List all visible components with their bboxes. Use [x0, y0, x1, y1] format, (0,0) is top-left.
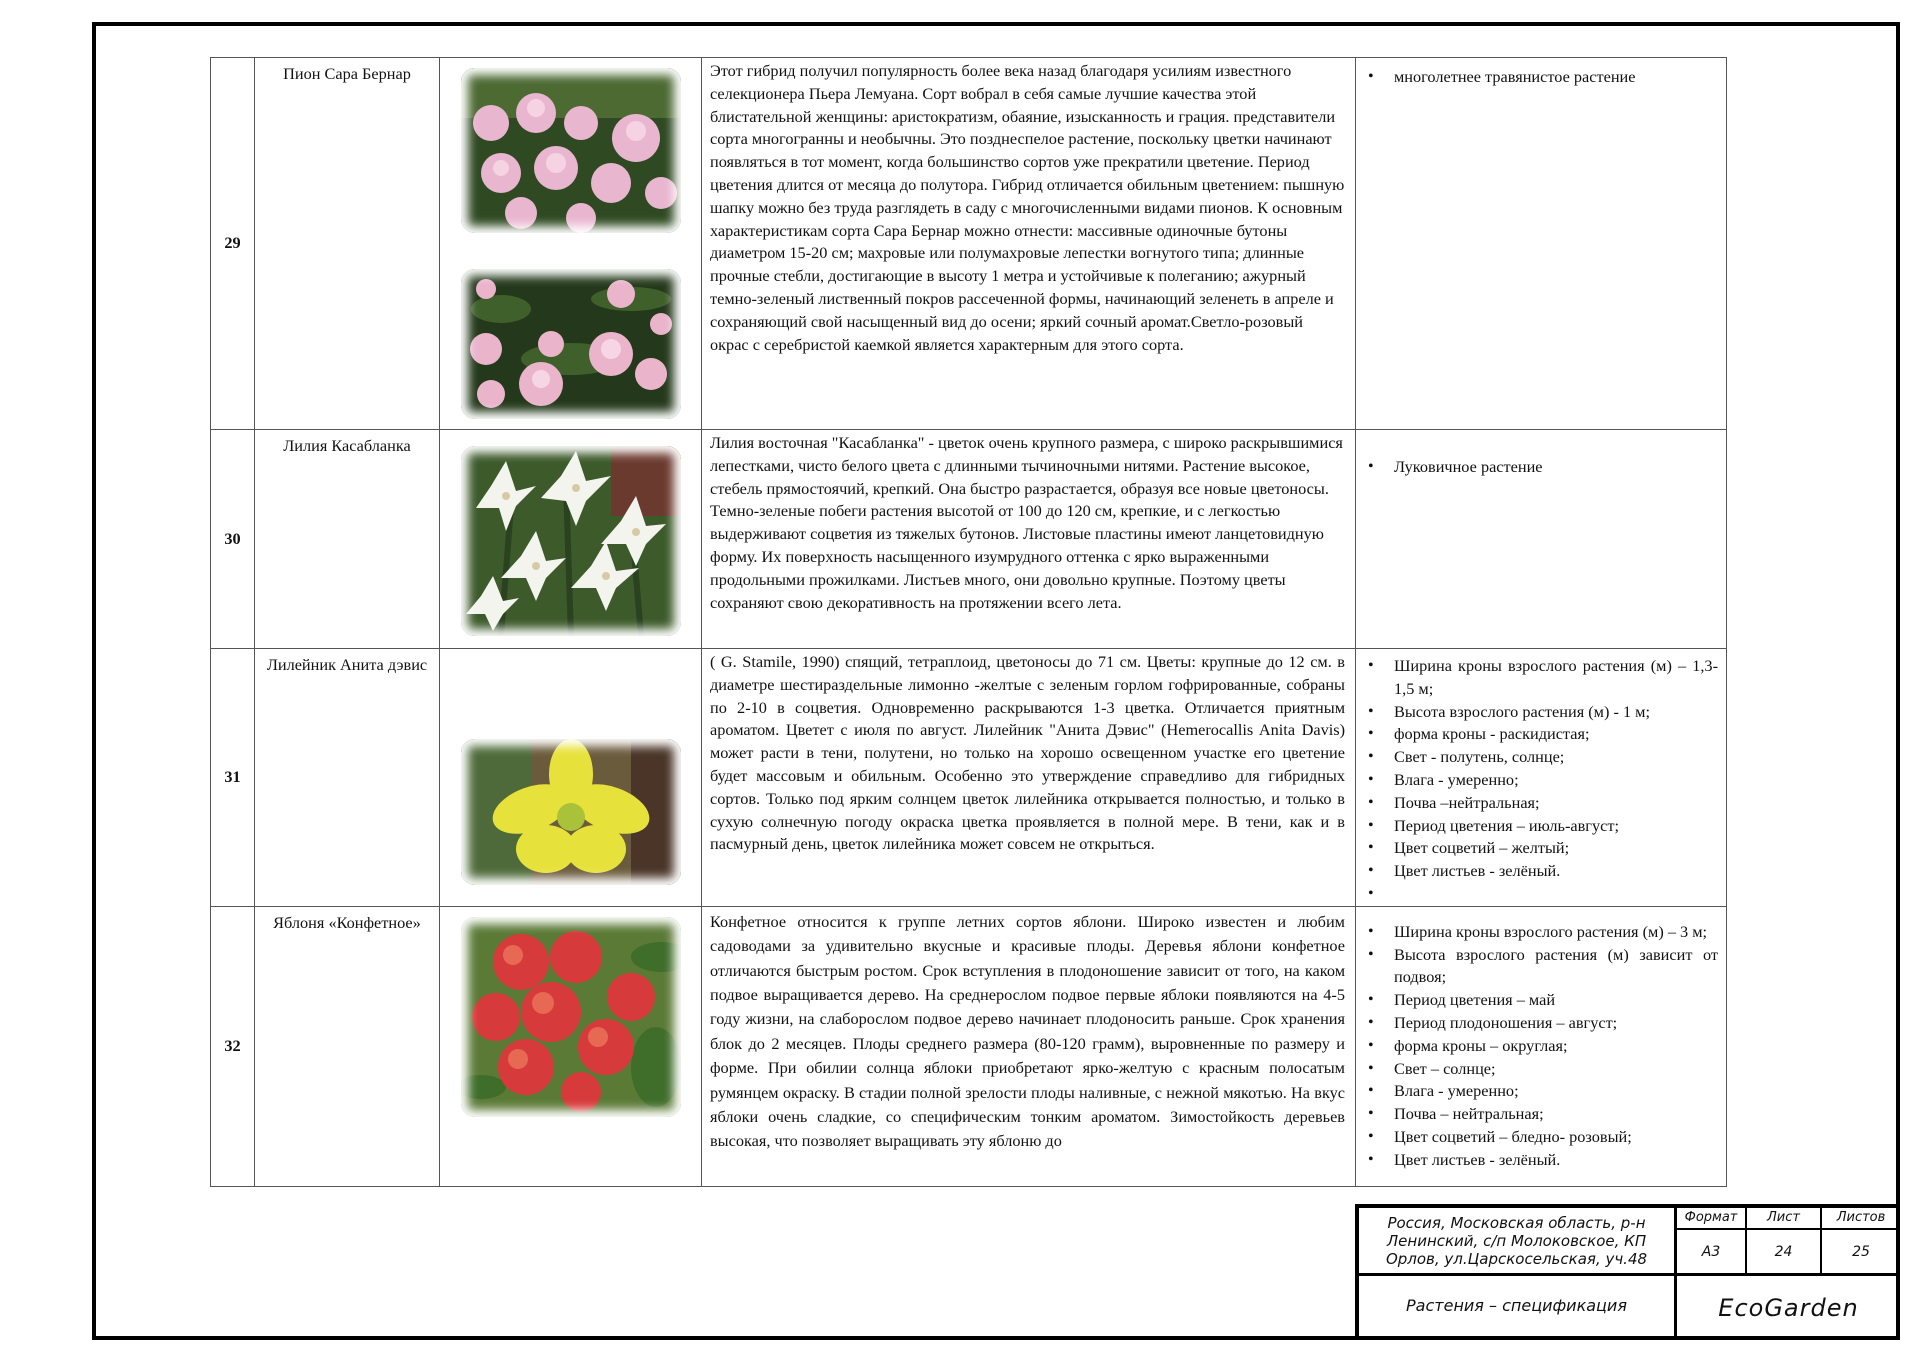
plant-description: Конфетное относится к группе летних сортов яблони. Широко известен и любим садоводами за удивительно вкусные и красивые плоды. Деревья яблони конфетное отличаются быстрым ростом. Срок вступления в плодоношение зависит от того, на каком подвое выращивается дерево. На среднерослом подвое первые яблоки появляются на 4-5 году жизни, на слаборослом подвое дерево начинает плодоносить раньше. Срок хранения блок до 2 месяцев. Плоды среднего размера (80-120 грамм), выровненные по размеру и форме. При обилии солнца яблоки приобретают ярко-желтую с красным полосатым румянцем окраску. В стадии полной зрелости плоды наливные, с нежной мякотью. На вкус яблоки очень сладкие, со специфическим тонким ароматом. Зимостойкость деревьев высокая, что позволяет выращивать эту яблоню до	[702, 906, 1356, 1186]
plant-name: Пион Сара Бернар	[255, 58, 440, 430]
plant-description: Этот гибрид получил популярность более века назад благодаря усилиям известного селекционера Пьера Лемуана. Сорт вобрал в себя самые лучшие качества этой блистательной женщины: аристократизм, обаяние, изысканность и грация. представители сорта многогранны и необычны. Это позднеспелое растение, поскольку цветки начинают появляться в тот момент, когда большинство сортов уже прекратили цветение. Период цветения длится от месяца до полутора. Гибрид отличается обильным цветением: пышную шапку можно без труда разглядеть в саду с многочисленными видами пионов. К основным характеристикам сорта Сара Бернар можно отнести: массивные одиночные бутоны диаметром 15-20 см; махровые или полумахровые лепестки вогнутого типа; длинные прочные стебли, достигающие в высоту 1 метра и устойчивые к полеганию; ажурный темно-зеленый лиственный покров рассеченной формы, начинающий зеленеть в апреле и сохраняющий свой насыщенный вид до осени; яркий сочный аромат.Светло-розовый окрас с серебристой каемкой является характерным для этого сорта.	[702, 58, 1356, 430]
property-item: • Высота взрослого растения (м) зависит от подвоя;	[1394, 944, 1718, 990]
property-item: • Цвет соцветий – бледно- розовый;	[1394, 1126, 1718, 1149]
plant-name: Лилейник Анита дэвис	[255, 649, 440, 907]
plant-photo-cell	[440, 649, 702, 907]
property-item: • форма кроны - раскидистая;	[1394, 723, 1718, 746]
plant-properties	[1356, 649, 1727, 907]
property-item: • Высота взрослого растения (м) - 1 м;	[1394, 701, 1718, 724]
property-item: • Период цветения – июль-август;	[1394, 815, 1718, 838]
property-item: • форма кроны – округлая;	[1394, 1035, 1718, 1058]
property-item: • Цвет листьев - зелёный.	[1394, 1149, 1718, 1172]
brand-logo-text: EcoGarden	[1718, 1294, 1859, 1322]
row-number: 29	[211, 58, 255, 430]
row-number: 31	[211, 649, 255, 907]
property-item: • Почва – нейтральная;	[1394, 1103, 1718, 1126]
plant-photo-cell	[440, 430, 702, 649]
property-item: • Цвет листьев - зелёный.	[1394, 860, 1718, 883]
plant-photo-cell	[440, 906, 702, 1186]
sheet-label: Лист	[1747, 1208, 1822, 1230]
peony-photo-2	[461, 269, 681, 419]
sheet-title: Растения – спецификация	[1359, 1276, 1677, 1340]
plant-photo-cell	[440, 58, 702, 430]
property-item: • Луковичное растение	[1394, 456, 1718, 479]
row-number: 30	[211, 430, 255, 649]
site-address: Россия, Московская область, р-н Ленинский, с/п Молоковское, КП Орлов, ул.Царскосельская, уч.48	[1359, 1208, 1677, 1276]
sheets-value: 25	[1822, 1230, 1900, 1276]
property-item: • многолетнее травянистое растение	[1394, 66, 1718, 89]
table-row	[211, 430, 1727, 649]
title-block	[1355, 1204, 1900, 1340]
plant-properties	[1356, 430, 1727, 649]
apple-photo	[461, 917, 681, 1117]
property-item: • Свет – солнце;	[1394, 1058, 1718, 1081]
plant-properties	[1356, 906, 1727, 1186]
format-value: А3	[1677, 1230, 1747, 1276]
plant-description: ( G. Stamile, 1990) спящий, тетраплоид, цветоносы до 71 см. Цветы: крупные до 12 см. в диаметре шестираздельные лимонно -желтые с зеленым горлом гофрированные, собраны по 2-10 в соцветия. Одновременно раскрываются 1-3 цветка. Отличается приятным ароматом. Цветет с июля по август. Лилейник "Анита Дэвис" (Hemerocallis Anita Davis) может расти в тени, полутени, но только на хорошо освещенном участке его цветение будет массовым и обильным. Особенно это утверждение справедливо для гибридных сортов. Только под ярким солнцем цветок лилейника открывается полностью, и только в сухую солнечную погоду окраска цветка проявляется в полной мере. В тени, как и в пасмурный день, цветок лилейника может совсем не открыться.	[702, 649, 1356, 907]
plant-name: Яблоня «Конфетное»	[255, 906, 440, 1186]
lily-photo	[461, 446, 681, 636]
plant-name: Лилия Касабланка	[255, 430, 440, 649]
property-item: • Период цветения – май	[1394, 989, 1718, 1012]
property-item: • Цвет соцветий – желтый;	[1394, 837, 1718, 860]
property-item: • Влага - умеренно;	[1394, 1080, 1718, 1103]
peony-photo-1	[461, 68, 681, 233]
property-item: • Ширина кроны взрослого растения (м) – 1,3-1,5 м;	[1394, 655, 1718, 701]
sheet-value: 24	[1747, 1230, 1822, 1276]
property-item: • Почва –нейтральная;	[1394, 792, 1718, 815]
table-row	[211, 649, 1727, 907]
plant-properties	[1356, 58, 1727, 430]
property-item: • Свет - полутень, солнце;	[1394, 746, 1718, 769]
table-row	[211, 906, 1727, 1186]
table-row	[211, 58, 1727, 430]
property-item: • Влага - умеренно;	[1394, 769, 1718, 792]
row-number: 32	[211, 906, 255, 1186]
property-item: • Ширина кроны взрослого растения (м) – 3 м;	[1394, 921, 1718, 944]
format-label: Формат	[1677, 1208, 1747, 1230]
daylily-photo	[461, 739, 681, 885]
property-item: • Период плодоношения – август;	[1394, 1012, 1718, 1035]
sheets-label: Листов	[1822, 1208, 1900, 1230]
plant-spec-table	[210, 57, 1727, 1187]
property-item	[1394, 883, 1718, 906]
plant-description: Лилия восточная "Касабланка" - цветок очень крупного размера, с широко раскрывшимися лепестками, чисто белого цвета с длинными тычиночными нитями. Растение высокое, стебель прямостоячий, крепкий. Она быстро разрастается, образуя все новые цветоносы. Темно-зеленые побеги растения высотой от 100 до 120 см, крепкие, и с легкостью выдерживают соцветия из тяжелых бутонов. Листовые пластины имеют ланцетовидную форму. Их поверхность насыщенного изумрудного оттенка с ярко выраженными продольными прожилками. Листьев много, они довольно крупные. Поэтому цветы сохраняют свою декоративность на протяжении всего лета.	[702, 430, 1356, 649]
